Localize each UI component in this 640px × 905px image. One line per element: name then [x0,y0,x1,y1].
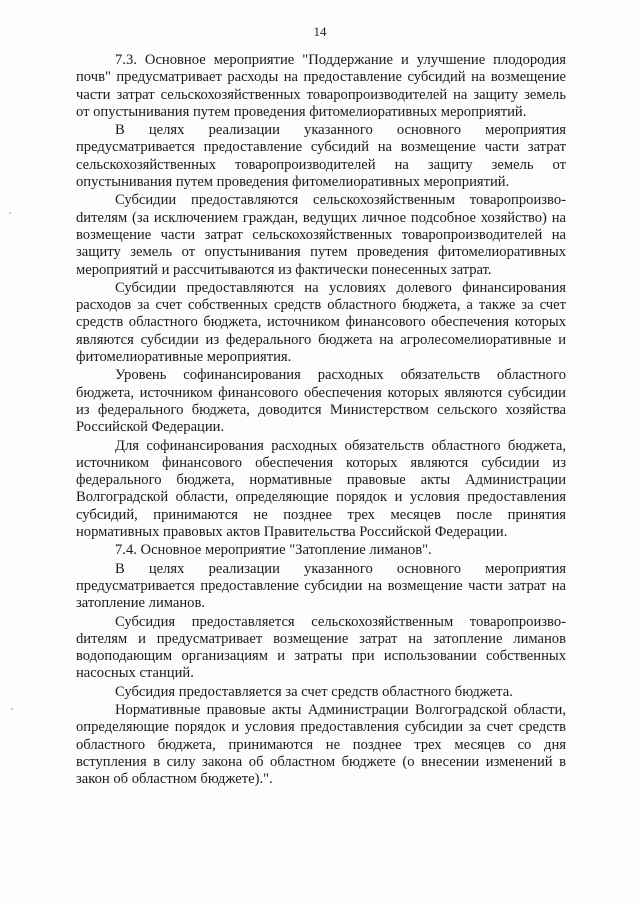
paragraph: Нормативные правовые акты Администрации Волгоградской области, определяющие порядок и условия предоставления субсидии за счет средств областного бюджета, принимаются не позднее трех месяцев со дня вступления в силу закона об областном бюджете (о внесении изменений в закон об областном бюджете).". [76,701,566,788]
paragraph-7-4-heading: 7.4. Основное мероприятие "Затопление лиманов". [115,542,432,559]
paragraph: Уровень софинансирования расходных обязательств областного бюджета, источником финансового обеспечения которых являются субсидии из федерального бюджета, доводится Министерством сельского хозяйства Российской Федерации. [76,367,566,436]
scan-speck [11,708,13,710]
scan-speck [9,212,11,214]
paragraph: Субсидии предоставляются сельскохозяйственным товаропроизвоdителям (за исключением граждан, ведущих личное подсобное хозяйство) на возмещение части затрат сельскохозяйственных товаропроизводителей на защиту земель от опустынивания путем проведения фитомелиоративных мероприятий и рассчитываются из фактически понесенных затрат. [76,192,566,278]
paragraph: Субсидия предоставляется сельскохозяйственным товаропроизвоdителям и предусматривает возмещение затрат на затопление лиманов водоподающим организациям и затраты при использовании собственных насосных станций. [76,613,566,682]
paragraph: В целях реализации указанного основного мероприятия предусматривается предоставление субсидии на возмещение части затрат на затопление лиманов. [76,560,566,612]
page-number: 14 [313,24,327,39]
document-body [76,52,566,789]
paragraph-7-3-heading: 7.3. Основное мероприятие "Поддержание и улучшение плодородия почв" предусматривает расходы на предоставление субсидий на возмещение части затрат сельскохозяйственных товаропроизводителей на защиту земель от опустынивания путем проведения фитомелиоративных мероприятий. [76,52,566,120]
paragraph: Субсидии предоставляются на условиях долевого финансирования расходов за счет собственных средств областного бюджета, а также за счет средств областного бюджета, источником финансового обеспечения которых являются субсидии из федерального бюджета на агролесомелиоративные и фитомелиоративные мероприятия. [76,279,566,366]
paragraph: Для софинансирования расходных обязательств областного бюджета, источником финансового обеспечения которых являются субсидии из федерального бюджета, нормативные правовые акты Администрации Волгоградской области, определяющие порядок и условия предоставления субсидий, принимаются не позднее трех месяцев после принятия нормативных правовых актов Правительства Российской Федерации. [76,437,566,541]
paragraph: Субсидия предоставляется за счет средств областного бюджета. [115,683,513,700]
paragraph: В целях реализации указанного основного мероприятия предусматривается предоставление субсидий на возмещение части затрат сельскохозяйственных товаропроизводителей на защиту земель от опустынивания путем проведения фитомелиоративных мероприятий. [76,122,566,191]
